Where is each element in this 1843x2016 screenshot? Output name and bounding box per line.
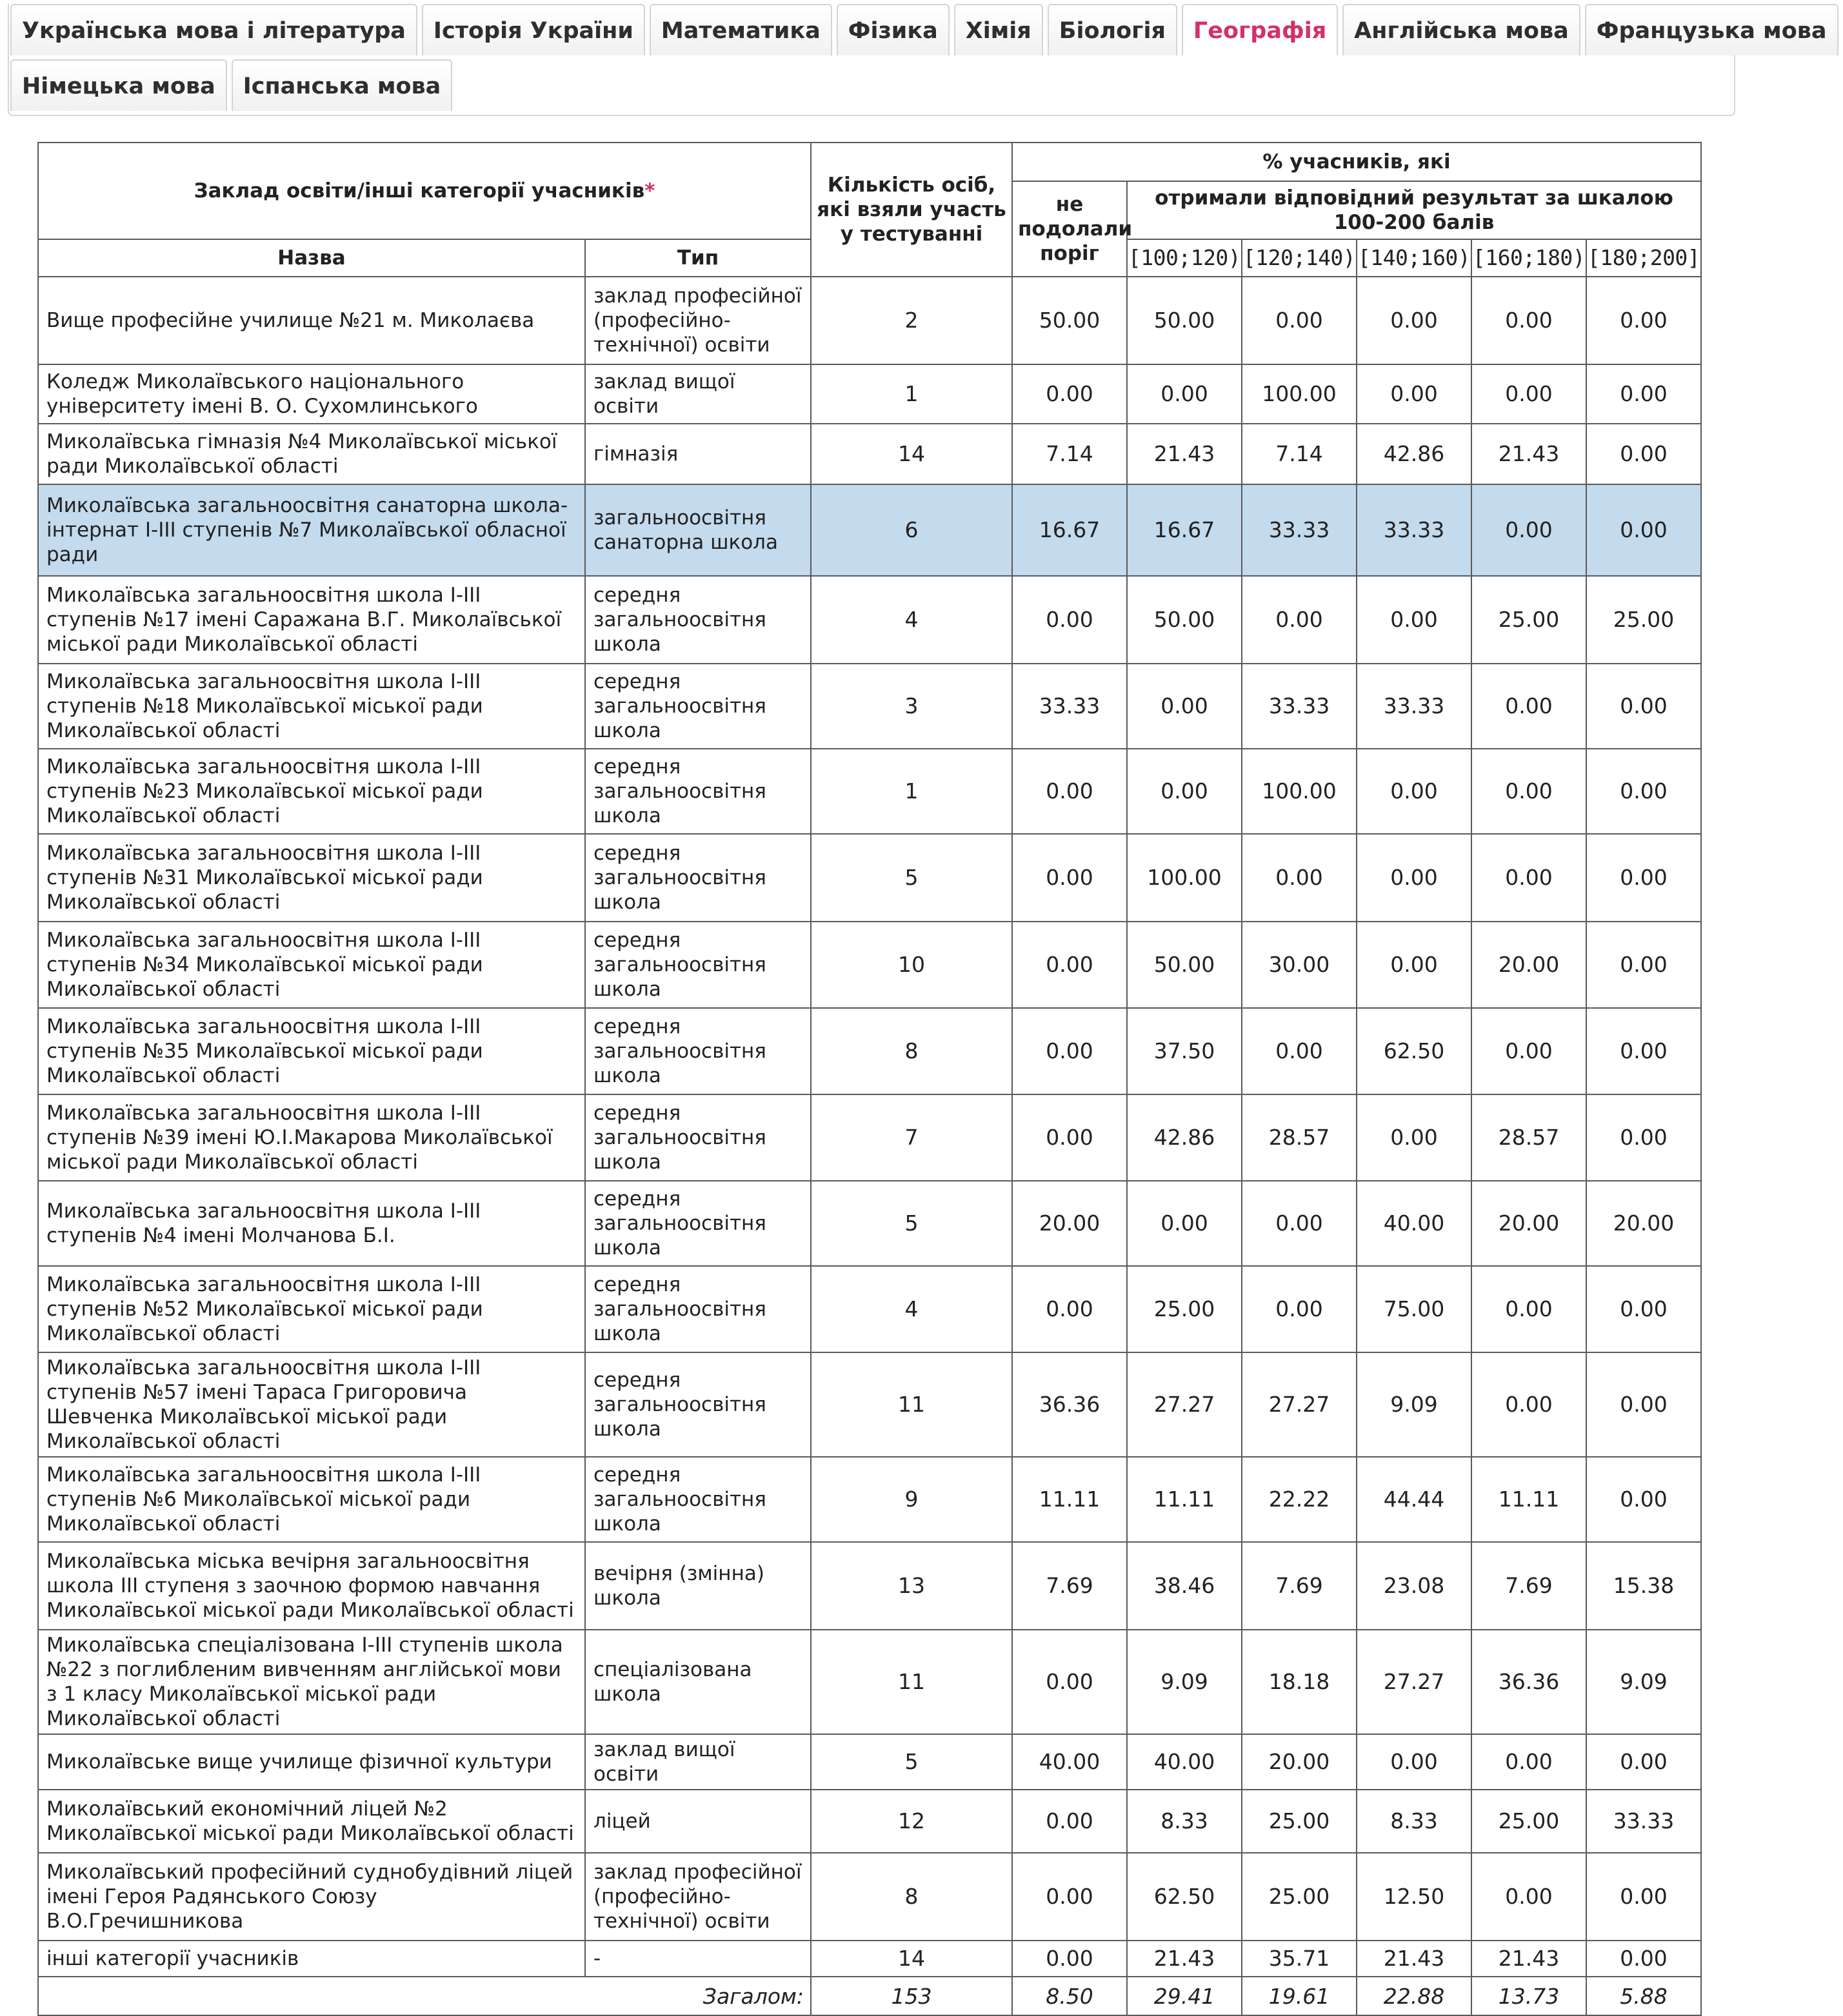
range-percent: 33.33 bbox=[1242, 484, 1357, 576]
range-percent: 0.00 bbox=[1586, 364, 1701, 424]
range-percent: 33.33 bbox=[1586, 1790, 1701, 1853]
not-passed-percent: 7.69 bbox=[1012, 1542, 1127, 1630]
range-percent: 7.14 bbox=[1242, 424, 1357, 484]
institution-type: гімназія bbox=[585, 424, 811, 484]
range-percent: 100.00 bbox=[1242, 749, 1357, 834]
institution-name: Миколаївська загальноосвітня школа І-ІІІ ступенів №34 Миколаївської міської ради Миколаївської області bbox=[38, 922, 585, 1008]
range-percent: 0.00 bbox=[1242, 1181, 1357, 1266]
range-percent: 11.11 bbox=[1127, 1457, 1242, 1542]
participants-count: 5 bbox=[811, 1181, 1012, 1266]
range-percent: 22.22 bbox=[1242, 1457, 1357, 1542]
institution-name: Миколаївська загальноосвітня школа І-ІІІ ступенів №17 імені Саражана В.Г. Миколаївської міської ради Миколаївської області bbox=[38, 576, 585, 664]
total-count: 153 bbox=[811, 1977, 1012, 2015]
range-percent: 0.00 bbox=[1471, 834, 1586, 922]
not-passed-percent: 50.00 bbox=[1012, 277, 1127, 364]
total-value: 13.73 bbox=[1471, 1977, 1586, 2015]
range-percent: 21.43 bbox=[1471, 424, 1586, 484]
total-row bbox=[38, 1977, 1701, 2015]
range-header: [100;120) bbox=[1127, 239, 1242, 277]
total-label: Загалом: bbox=[38, 1977, 811, 2015]
range-percent: 100.00 bbox=[1127, 834, 1242, 922]
range-percent: 62.50 bbox=[1357, 1008, 1471, 1094]
table-row[interactable] bbox=[38, 1853, 1701, 1941]
range-percent: 0.00 bbox=[1586, 484, 1701, 576]
institution-type: заклад вищої освіти bbox=[585, 1734, 811, 1790]
institution-name: Миколаївська загальноосвітня школа І-ІІІ ступенів №4 імені Молчанова Б.І. bbox=[38, 1181, 585, 1266]
table-row[interactable] bbox=[38, 749, 1701, 834]
range-percent: 21.43 bbox=[1357, 1941, 1471, 1977]
institution-type: середня загальноосвітня школа bbox=[585, 834, 811, 922]
range-percent: 21.43 bbox=[1127, 424, 1242, 484]
count-header: Кількість осіб, які взяли участь у тестуванні bbox=[811, 143, 1012, 277]
institution-name: Миколаївський економічний ліцей №2 Миколаївської міської ради Миколаївської області bbox=[38, 1790, 585, 1853]
range-percent: 42.86 bbox=[1357, 424, 1471, 484]
range-percent: 0.00 bbox=[1586, 834, 1701, 922]
table-row[interactable] bbox=[38, 1941, 1701, 1977]
table-row[interactable] bbox=[38, 576, 1701, 664]
institution-type: середня загальноосвітня школа bbox=[585, 1008, 811, 1094]
institution-type: середня загальноосвітня школа bbox=[585, 1266, 811, 1352]
institution-type: середня загальноосвітня школа bbox=[585, 1457, 811, 1542]
tabs-row-2 bbox=[10, 59, 457, 111]
participants-count: 14 bbox=[811, 1941, 1012, 1977]
table-row[interactable] bbox=[38, 1352, 1701, 1457]
not-passed-percent: 0.00 bbox=[1012, 1266, 1127, 1352]
not-passed-percent: 0.00 bbox=[1012, 1094, 1127, 1181]
total-value: 8.50 bbox=[1012, 1977, 1127, 2015]
institution-name: Миколаївська загальноосвітня школа І-ІІІ ступенів №23 Миколаївської міської ради Миколаївської області bbox=[38, 749, 585, 834]
participants-count: 5 bbox=[811, 834, 1012, 922]
participants-count: 2 bbox=[811, 277, 1012, 364]
range-percent: 28.57 bbox=[1471, 1094, 1586, 1181]
institution-type: - bbox=[585, 1941, 811, 1977]
table-row[interactable] bbox=[38, 277, 1701, 364]
total-value: 5.88 bbox=[1586, 1977, 1701, 2015]
participants-count: 5 bbox=[811, 1734, 1012, 1790]
participants-count: 11 bbox=[811, 1630, 1012, 1734]
range-percent: 50.00 bbox=[1127, 576, 1242, 664]
range-percent: 0.00 bbox=[1586, 1853, 1701, 1941]
range-percent: 0.00 bbox=[1242, 277, 1357, 364]
not-passed-percent: 0.00 bbox=[1012, 749, 1127, 834]
range-percent: 0.00 bbox=[1471, 1266, 1586, 1352]
range-percent: 0.00 bbox=[1357, 364, 1471, 424]
range-percent: 25.00 bbox=[1127, 1266, 1242, 1352]
range-percent: 36.36 bbox=[1471, 1630, 1586, 1734]
participants-count: 9 bbox=[811, 1457, 1012, 1542]
institution-type: середня загальноосвітня школа bbox=[585, 922, 811, 1008]
institution-name: Миколаївська загальноосвітня школа І-ІІІ ступенів №35 Миколаївської міської ради Миколаївської області bbox=[38, 1008, 585, 1094]
range-header: [160;180) bbox=[1471, 239, 1586, 277]
range-percent: 50.00 bbox=[1127, 922, 1242, 1008]
range-percent: 20.00 bbox=[1242, 1734, 1357, 1790]
participants-count: 11 bbox=[811, 1352, 1012, 1457]
not-passed-percent: 0.00 bbox=[1012, 1008, 1127, 1094]
table-row[interactable] bbox=[38, 1542, 1701, 1630]
tab-9[interactable]: Німецька мова bbox=[10, 59, 227, 111]
range-percent: 7.69 bbox=[1471, 1542, 1586, 1630]
range-percent: 11.11 bbox=[1471, 1457, 1586, 1542]
range-percent: 20.00 bbox=[1471, 1181, 1586, 1266]
range-percent: 75.00 bbox=[1357, 1266, 1471, 1352]
range-percent: 50.00 bbox=[1127, 277, 1242, 364]
institution-name: Миколаївське вище училище фізичної культури bbox=[38, 1734, 585, 1790]
range-percent: 0.00 bbox=[1357, 1094, 1471, 1181]
tab-4[interactable]: Хімія bbox=[954, 4, 1043, 55]
range-percent: 28.57 bbox=[1242, 1094, 1357, 1181]
institution-type: середня загальноосвітня школа bbox=[585, 664, 811, 749]
table-row[interactable] bbox=[38, 834, 1701, 922]
participants-count: 13 bbox=[811, 1542, 1012, 1630]
institution-name: Миколаївська загальноосвітня школа І-ІІІ ступенів №18 Миколаївської міської ради Миколаївської області bbox=[38, 664, 585, 749]
not-passed-percent: 0.00 bbox=[1012, 576, 1127, 664]
range-percent: 33.33 bbox=[1242, 664, 1357, 749]
table-row[interactable] bbox=[38, 364, 1701, 424]
range-percent: 18.18 bbox=[1242, 1630, 1357, 1734]
range-percent: 0.00 bbox=[1242, 576, 1357, 664]
tabs-row-1 bbox=[10, 4, 1843, 55]
participants-count: 12 bbox=[811, 1790, 1012, 1853]
range-percent: 37.50 bbox=[1127, 1008, 1242, 1094]
range-percent: 0.00 bbox=[1471, 1008, 1586, 1094]
received-header: отримали відповідний результат за шкалою 100-200 балів bbox=[1127, 181, 1701, 239]
not-passed-percent: 36.36 bbox=[1012, 1352, 1127, 1457]
range-percent: 0.00 bbox=[1471, 1352, 1586, 1457]
table-row[interactable] bbox=[38, 424, 1701, 484]
range-percent: 0.00 bbox=[1586, 1734, 1701, 1790]
range-percent: 33.33 bbox=[1357, 664, 1471, 749]
tab-2[interactable]: Математика bbox=[650, 4, 832, 55]
participants-count: 8 bbox=[811, 1008, 1012, 1094]
participants-count: 14 bbox=[811, 424, 1012, 484]
table-row[interactable] bbox=[38, 1266, 1701, 1352]
range-percent: 0.00 bbox=[1357, 576, 1471, 664]
institution-name: Миколаївська спеціалізована І-ІІІ ступенів школа №22 з поглибленим вивченням англійської мови з 1 класу Миколаївської міської ради Миколаївської області bbox=[38, 1630, 585, 1734]
range-percent: 8.33 bbox=[1127, 1790, 1242, 1853]
name-column-header: Назва bbox=[38, 239, 585, 277]
range-percent: 20.00 bbox=[1586, 1181, 1701, 1266]
range-percent: 9.09 bbox=[1357, 1352, 1471, 1457]
range-header: [120;140) bbox=[1242, 239, 1357, 277]
table-row[interactable] bbox=[38, 1790, 1701, 1853]
range-percent: 27.27 bbox=[1357, 1630, 1471, 1734]
participants-count: 4 bbox=[811, 1266, 1012, 1352]
range-percent: 0.00 bbox=[1357, 1734, 1471, 1790]
total-value: 19.61 bbox=[1242, 1977, 1357, 2015]
table-row[interactable] bbox=[38, 1008, 1701, 1094]
range-percent: 0.00 bbox=[1471, 277, 1586, 364]
participants-count: 1 bbox=[811, 749, 1012, 834]
institution-type: ліцей bbox=[585, 1790, 811, 1853]
table-row[interactable] bbox=[38, 1457, 1701, 1542]
table-row[interactable] bbox=[38, 1630, 1701, 1734]
total-value: 22.88 bbox=[1357, 1977, 1471, 2015]
range-percent: 0.00 bbox=[1471, 364, 1586, 424]
range-percent: 0.00 bbox=[1471, 1853, 1586, 1941]
range-percent: 23.08 bbox=[1357, 1542, 1471, 1630]
range-percent: 0.00 bbox=[1357, 834, 1471, 922]
range-percent: 0.00 bbox=[1586, 922, 1701, 1008]
not-passed-percent: 7.14 bbox=[1012, 424, 1127, 484]
not-passed-percent: 0.00 bbox=[1012, 1853, 1127, 1941]
not-passed-percent: 0.00 bbox=[1012, 364, 1127, 424]
range-percent: 12.50 bbox=[1357, 1853, 1471, 1941]
not-passed-percent: 0.00 bbox=[1012, 834, 1127, 922]
institution-type: заклад вищої освіти bbox=[585, 364, 811, 424]
table-row[interactable] bbox=[38, 484, 1701, 576]
required-asterisk: * bbox=[644, 179, 655, 203]
results-table bbox=[37, 142, 1702, 2016]
range-percent: 0.00 bbox=[1127, 664, 1242, 749]
range-percent: 20.00 bbox=[1471, 922, 1586, 1008]
institution-type: заклад професійної (професійно-технічної) освіти bbox=[585, 277, 811, 364]
institution-name: Миколаївська загальноосвітня школа І-ІІІ ступенів №6 Миколаївської міської ради Миколаївської області bbox=[38, 1457, 585, 1542]
total-value: 29.41 bbox=[1127, 1977, 1242, 2015]
range-percent: 16.67 bbox=[1127, 484, 1242, 576]
range-percent: 0.00 bbox=[1586, 1941, 1701, 1977]
range-percent: 35.71 bbox=[1242, 1941, 1357, 1977]
institution-name: Миколаївська загальноосвітня санаторна школа-інтернат І-ІІІ ступенів №7 Миколаївської обласної ради bbox=[38, 484, 585, 576]
tab-8[interactable]: Французька мова bbox=[1585, 4, 1838, 55]
table-row[interactable] bbox=[38, 1734, 1701, 1790]
range-percent: 42.86 bbox=[1127, 1094, 1242, 1181]
tab-5[interactable]: Біологія bbox=[1048, 4, 1177, 55]
not-passed-percent: 0.00 bbox=[1012, 1630, 1127, 1734]
tab-3[interactable]: Фізика bbox=[837, 4, 950, 55]
range-percent: 100.00 bbox=[1242, 364, 1357, 424]
institution-type: заклад професійної (професійно-технічної) освіти bbox=[585, 1853, 811, 1941]
range-percent: 0.00 bbox=[1127, 364, 1242, 424]
institution-name: Миколаївський професійний суднобудівний ліцей імені Героя Радянського Союзу В.О.Гречишникова bbox=[38, 1853, 585, 1941]
institution-name: Миколаївська загальноосвітня школа І-ІІІ ступенів №39 імені Ю.І.Макарова Миколаївської міської ради Миколаївської області bbox=[38, 1094, 585, 1181]
institution-name: інші категорії учасників bbox=[38, 1941, 585, 1977]
range-percent: 27.27 bbox=[1242, 1352, 1357, 1457]
institution-header bbox=[38, 143, 811, 239]
not-passed-percent: 16.67 bbox=[1012, 484, 1127, 576]
table-row[interactable] bbox=[38, 922, 1701, 1008]
participants-count: 10 bbox=[811, 922, 1012, 1008]
range-header: [180;200] bbox=[1586, 239, 1701, 277]
range-percent: 62.50 bbox=[1127, 1853, 1242, 1941]
range-percent: 0.00 bbox=[1357, 749, 1471, 834]
range-percent: 25.00 bbox=[1242, 1853, 1357, 1941]
tab-6[interactable]: Географія bbox=[1182, 4, 1338, 55]
institution-type: вечірня (змінна) школа bbox=[585, 1542, 811, 1630]
range-percent: 27.27 bbox=[1127, 1352, 1242, 1457]
not-passed-percent: 0.00 bbox=[1012, 922, 1127, 1008]
range-percent: 0.00 bbox=[1586, 1352, 1701, 1457]
tab-10[interactable]: Іспанська мова bbox=[232, 59, 453, 111]
range-percent: 21.43 bbox=[1127, 1941, 1242, 1977]
institution-name: Миколаївська загальноосвітня школа І-ІІІ ступенів №52 Миколаївської міської ради Миколаївської області bbox=[38, 1266, 585, 1352]
range-percent: 25.00 bbox=[1471, 1790, 1586, 1853]
range-percent: 0.00 bbox=[1471, 1734, 1586, 1790]
tab-1[interactable]: Історія України bbox=[422, 4, 645, 55]
range-percent: 0.00 bbox=[1242, 1266, 1357, 1352]
not-passed-percent: 33.33 bbox=[1012, 664, 1127, 749]
participants-count: 6 bbox=[811, 484, 1012, 576]
range-percent: 0.00 bbox=[1127, 749, 1242, 834]
range-percent: 40.00 bbox=[1127, 1734, 1242, 1790]
participants-count: 3 bbox=[811, 664, 1012, 749]
range-percent: 21.43 bbox=[1471, 1941, 1586, 1977]
range-percent: 25.00 bbox=[1471, 576, 1586, 664]
tab-0[interactable]: Українська мова і література bbox=[10, 4, 417, 55]
participants-count: 4 bbox=[811, 576, 1012, 664]
institution-type: спеціалізована школа bbox=[585, 1630, 811, 1734]
percent-header: % учасників, які bbox=[1012, 143, 1701, 181]
range-percent: 0.00 bbox=[1586, 1266, 1701, 1352]
range-percent: 9.09 bbox=[1127, 1630, 1242, 1734]
institution-type: середня загальноосвітня школа bbox=[585, 1352, 811, 1457]
range-percent: 0.00 bbox=[1586, 1094, 1701, 1181]
range-percent: 0.00 bbox=[1586, 277, 1701, 364]
institution-header-label: Заклад освіти/інші категорії учасників bbox=[194, 179, 645, 203]
not-passed-percent: 20.00 bbox=[1012, 1181, 1127, 1266]
range-percent: 25.00 bbox=[1242, 1790, 1357, 1853]
institution-name: Миколаївська міська вечірня загальноосвітня школа ІІІ ступеня з заочною формою навчання Миколаївської міської ради Миколаївської області bbox=[38, 1542, 585, 1630]
range-percent: 0.00 bbox=[1586, 1457, 1701, 1542]
range-percent: 38.46 bbox=[1127, 1542, 1242, 1630]
institution-name: Миколаївська загальноосвітня школа І-ІІІ ступенів №57 імені Тараса Григоровича Шевченка Миколаївської міської ради Миколаївської області bbox=[38, 1352, 585, 1457]
range-percent: 40.00 bbox=[1357, 1181, 1471, 1266]
institution-name: Миколаївська загальноосвітня школа І-ІІІ ступенів №31 Миколаївської міської ради Миколаївської області bbox=[38, 834, 585, 922]
not-passed-percent: 40.00 bbox=[1012, 1734, 1127, 1790]
range-percent: 0.00 bbox=[1357, 922, 1471, 1008]
participants-count: 1 bbox=[811, 364, 1012, 424]
range-percent: 33.33 bbox=[1357, 484, 1471, 576]
range-percent: 25.00 bbox=[1586, 576, 1701, 664]
range-percent: 0.00 bbox=[1471, 664, 1586, 749]
institution-type: середня загальноосвітня школа bbox=[585, 576, 811, 664]
subject-tabs bbox=[8, 4, 1827, 116]
range-percent: 0.00 bbox=[1242, 1008, 1357, 1094]
institution-name: Миколаївська гімназія №4 Миколаївської міської ради Миколаївської області bbox=[38, 424, 585, 484]
participants-count: 7 bbox=[811, 1094, 1012, 1181]
type-column-header: Тип bbox=[585, 239, 811, 277]
institution-type: середня загальноосвітня школа bbox=[585, 1094, 811, 1181]
range-percent: 0.00 bbox=[1471, 484, 1586, 576]
range-percent: 30.00 bbox=[1242, 922, 1357, 1008]
range-percent: 7.69 bbox=[1242, 1542, 1357, 1630]
table-row[interactable] bbox=[38, 1181, 1701, 1266]
institution-type: загальноосвітня санаторна школа bbox=[585, 484, 811, 576]
not-passed-header: не подолали поріг bbox=[1012, 181, 1127, 277]
range-percent: 44.44 bbox=[1357, 1457, 1471, 1542]
range-percent: 0.00 bbox=[1242, 834, 1357, 922]
range-percent: 8.33 bbox=[1357, 1790, 1471, 1853]
range-percent: 0.00 bbox=[1357, 277, 1471, 364]
institution-name: Коледж Миколаївського національного університету імені В. О. Сухомлинського bbox=[38, 364, 585, 424]
range-percent: 9.09 bbox=[1586, 1630, 1701, 1734]
range-percent: 0.00 bbox=[1586, 1008, 1701, 1094]
institution-name: Вище професійне училище №21 м. Миколаєва bbox=[38, 277, 585, 364]
range-percent: 0.00 bbox=[1586, 664, 1701, 749]
table-row[interactable] bbox=[38, 1094, 1701, 1181]
not-passed-percent: 0.00 bbox=[1012, 1790, 1127, 1853]
range-percent: 15.38 bbox=[1586, 1542, 1701, 1630]
participants-count: 8 bbox=[811, 1853, 1012, 1941]
range-percent: 0.00 bbox=[1127, 1181, 1242, 1266]
not-passed-percent: 0.00 bbox=[1012, 1941, 1127, 1977]
institution-type: середня загальноосвітня школа bbox=[585, 1181, 811, 1266]
range-percent: 0.00 bbox=[1586, 749, 1701, 834]
range-percent: 0.00 bbox=[1471, 749, 1586, 834]
institution-type: середня загальноосвітня школа bbox=[585, 749, 811, 834]
table-row[interactable] bbox=[38, 664, 1701, 749]
tab-7[interactable]: Англійська мова bbox=[1342, 4, 1580, 55]
not-passed-percent: 11.11 bbox=[1012, 1457, 1127, 1542]
range-header: [140;160) bbox=[1357, 239, 1471, 277]
range-percent: 0.00 bbox=[1586, 424, 1701, 484]
